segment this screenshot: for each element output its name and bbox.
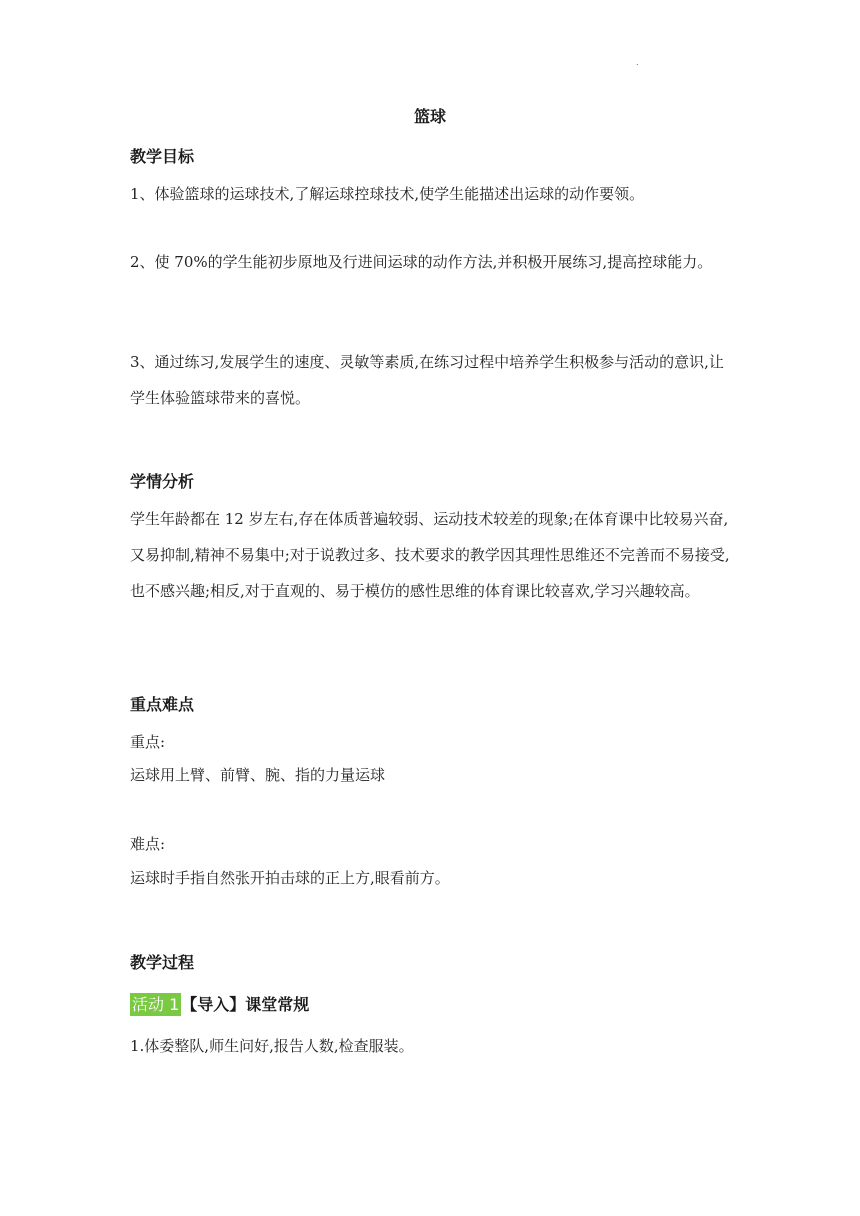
goals-heading: 教学目标 [130,147,195,166]
header-dot: . [636,58,639,67]
process-step-1: 1.体委整队,师生问好,报告人数,检查服装。 [130,1037,414,1055]
analysis-text: 学生年龄都在 12 岁左右,存在体质普遍较弱、运动技术较差的现象;在体育课中比较易兴奋,又易抑制,精神不易集中;对于说教过多、技术要求的教学因其理性思维还不完善而不易接受,也不感兴趣;相反,对于直观的、易于模仿的感性思维的体育课比较喜欢,学习兴趣较高。 [130,510,730,600]
activity-heading [130,992,309,1015]
process-heading: 教学过程 [130,953,195,972]
goal-item-3: 3、通过练习,发展学生的速度、灵敏等素质,在练习过程中培养学生积极参与活动的意识,让学生体验篮球带来的喜悦。 [130,353,724,407]
hard-text: 运球时手指自然张开拍击球的正上方,眼看前方。 [130,869,450,887]
analysis-heading: 学情分析 [130,472,195,491]
goal-item-1: 1、体验篮球的运球技术,了解运球控球技术,使学生能描述出运球的动作要领。 [130,185,645,203]
keypoints-heading: 重点难点 [130,695,195,714]
goal-item-2: 2、使 70%的学生能初步原地及行进间运球的动作方法,并积极开展练习,提高控球能力。 [130,253,713,271]
hard-label: 难点: [130,835,166,853]
activity-badge: 活动 1 [132,995,180,1014]
key-text: 运球用上臂、前臂、腕、指的力量运球 [130,766,386,784]
document-title: 篮球 [413,107,446,126]
key-label: 重点: [130,733,166,751]
activity-title: 【导入】课堂常规 [181,995,310,1014]
